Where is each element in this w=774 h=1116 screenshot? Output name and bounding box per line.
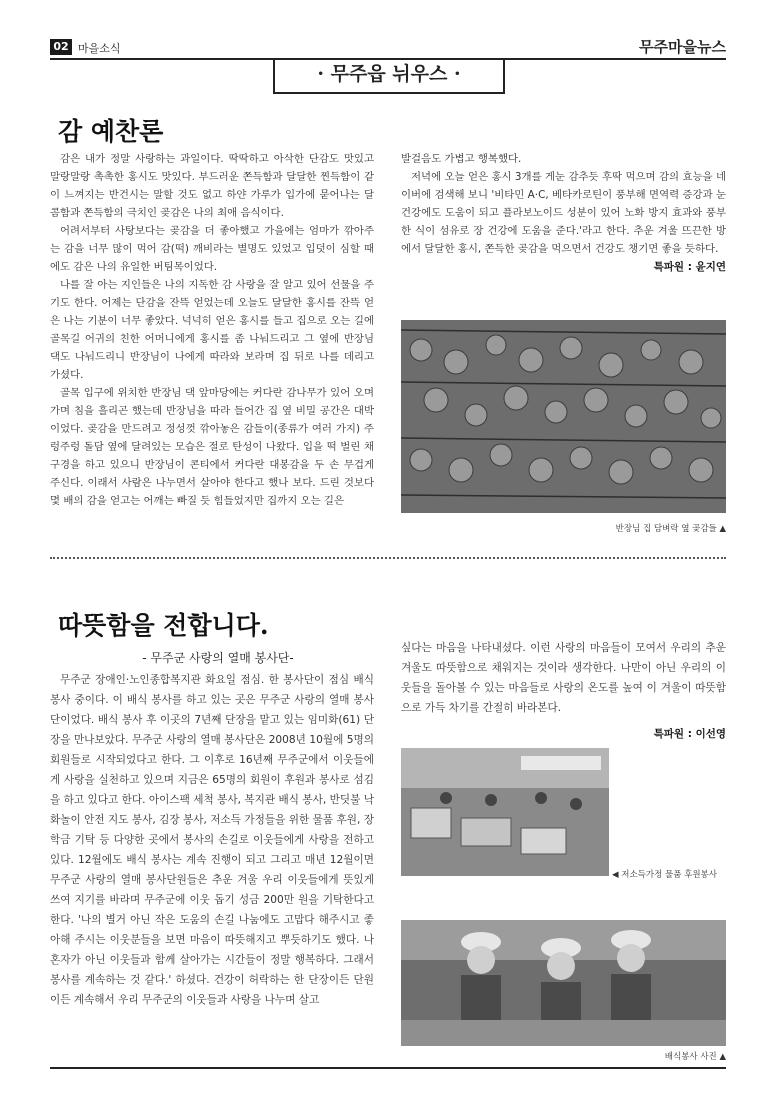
article1-paragraph: 나를 잘 아는 지인들은 나의 지독한 감 사랑을 잘 알고 있어 선물을 주기도 한다. 어제는 단감을 잔뜩 얻었는데 오늘도 달달한 홍시를 잔뜩 얻은 나는 기분이 너무 좋았다. 넉넉히 얻은 홍시를 들고 집으로 오는 길에 골목길 어귀의 친한 어머니에게 홍시를 좀 나눠드리고 그 옆에 반장님 댁도 나눠드리니 반장님이 나에게 따라와 보라며 집 뒤로 나를 데리고 가셨다. xyxy=(50,279,374,381)
article2-subtitle: - 무주군 사랑의 열매 봉사단- xyxy=(142,651,294,665)
section-label: 마을소식 xyxy=(78,42,121,55)
newsletter-logo: 무주마을뉴스 xyxy=(639,38,726,56)
article1-paragraph: 감은 내가 정말 사랑하는 과일이다. 딱딱하고 아삭한 단감도 맛있고 말랑말랑 촉촉한 홍시도 맛있다. 부드러운 쫀득함과 달달한 찐득함이 같이 느껴지는 반건시는 말할 것도 없고 하얀 가루가 입가에 묻어나는 달콤함과 쫀득함의 극치인 곶감은 나의 최애 음식이다. xyxy=(50,153,374,219)
article2-left-column xyxy=(50,670,374,1010)
meal-service-photo xyxy=(401,920,726,1046)
article1-paragraph: 어려서부터 사탕보다는 곶감을 더 좋아했고 가을에는 엄마가 깎아주는 감을 너무 많이 먹어 감(떡) 깨비라는 별명도 있었고 입덧이 심할 때에도 감은 나의 유일한 버팀목이었다. xyxy=(50,225,374,273)
article2-paragraph: 싶다는 마음을 나타내셨다. 이런 사랑의 마음들이 모여서 우리의 추운 겨울도 따뜻함으로 채워지는 것이라 생각한다. 나만이 아닌 우리의 이웃들을 돌아볼 수 있는 마음들로 사랑의 온도를 높여 이 겨울이 따뜻함으로 가득 차기를 간절히 바라본다. xyxy=(401,642,726,714)
article1-paragraph: 발걸음도 가볍고 행복했다. xyxy=(401,153,522,165)
article2-byline: 특파원 : 이선영 xyxy=(653,728,726,740)
article1-left-column xyxy=(50,150,374,510)
article2-right-column xyxy=(401,638,726,744)
dried-persimmons-photo xyxy=(401,320,726,513)
page-number: 02 xyxy=(50,39,72,55)
banner-title: · 무주읍 뉘우스 · xyxy=(273,58,505,94)
article1-paragraph: 골목 입구에 위치한 반장님 댁 앞마당에는 커다란 감나무가 있어 오며 가며 침을 흘리곤 했는데 반장님을 따라 들어간 집 옆 비밀 공간은 대박이었다. 곶감을 만드려고 정성껏 깎아놓은 감들이(종류가 여러 가지) 주렁주렁 돌담 옆에 달려있는 모습은 절로 탄성이 나왔다. 입을 떡 벌린 채 구경을 하고 있으니 반장님이 콘티에서 커다란 대봉감을 두 손 무겁게 주신다. 이래서 사람은 나누면서 살아야 한다고 했나 보다. 드린 것보다 몇 배의 감을 얻고는 어깨는 빠질 듯 힘들었지만 집까지 오는 길은 xyxy=(50,387,374,507)
article2-photo2-caption: 배식봉사 사진 ▲ xyxy=(664,1052,726,1062)
article2-photo1-caption: ◀ 저소득가정 물품 후원봉사 xyxy=(612,870,717,880)
article2-title: 따뜻함을 전합니다. xyxy=(58,611,269,640)
footer-rule xyxy=(50,1067,726,1069)
article1-byline: 특파원 : 윤지연 xyxy=(653,261,726,273)
article1-photo-caption: 반장님 집 담벼락 옆 곶감들 ▲ xyxy=(615,524,726,534)
donation-volunteer-photo xyxy=(401,748,609,876)
article2-paragraph: 무주군 장애인·노인종합복지관 화요일 점심. 한 봉사단이 점심 배식 봉사 중이다. 이 배식 봉사를 하고 있는 곳은 무주군 사랑의 열매 봉사단이었다. 배식 봉사 후 이곳의 7년째 단장을 맡고 있는 임미화(61) 단장을 만나보았다. 무주군 사랑의 열매 봉사단은 2008년 10월에 5명의 회원들로 시작되었다고 한다. 그 이후로 16년째 무주군에서 이웃들에게 사랑을 실천하고 있으며 지금은 65명의 회원이 후원과 봉사로 섬김을 하고 있다고 한다. 아이스팩 세척 봉사, 복지관 배식 봉사, 반딧불 낙화놀이 안전 지도 봉사, 김장 봉사, 저소득 가정들을 위한 물품 후원, 장학금 기탁 등 다양한 곳에서 봉사의 손길로 이웃들에게 사랑을 전하고 있다. 12월에도 배식 봉사는 계속 진행이 되고 그리고 매년 12월이면 무주군 사랑의 열매 봉사단원들은 추운 겨울 우리 이웃들에게 뜻있게 쓰여 지기를 바라며 무주군에 이웃 돕기 성금 200만 원을 기탁한다고 한다. '나의 별거 아닌 작은 도움의 손길 나눔에도 고맙다 해주시고 좋아해 주시는 이웃분들을 보면 마음이 따뜻해지고 뿌듯하기도 했다. 나 혼자가 아닌 이웃들과 함께 살아가는 시간들이 정말 행복하다. 그래서 봉사를 계속하는 것 같다.' 하셨다. 건강이 허락하는 한 단장이든 단원이든 계속해서 우리 무주군의 이웃들과 사랑을 나누며 살고 xyxy=(50,674,374,1006)
section-divider xyxy=(50,557,726,559)
article1-paragraph: 저녁에 오늘 얻은 홍시 3개를 게눈 감추듯 후딱 먹으며 감의 효능을 네이버에 검색해 보니 '비타민 A·C, 베타카로틴이 풍부해 면역력 증강과 눈 건강에도 도움이 되고 플라보노이드 성분이 있어 노화 방지 효과와 풍부한 식이 섬유로 장 건강에 도움을 준다.'라고 한다. 추운 겨울 뜨끈한 방에서 달달한 홍시, 쫀득한 곶감을 먹으면서 건강도 챙기면 좋을 듯하다. xyxy=(401,171,726,255)
article1-title: 감 예찬론 xyxy=(58,117,164,146)
article1-right-column xyxy=(401,150,726,276)
